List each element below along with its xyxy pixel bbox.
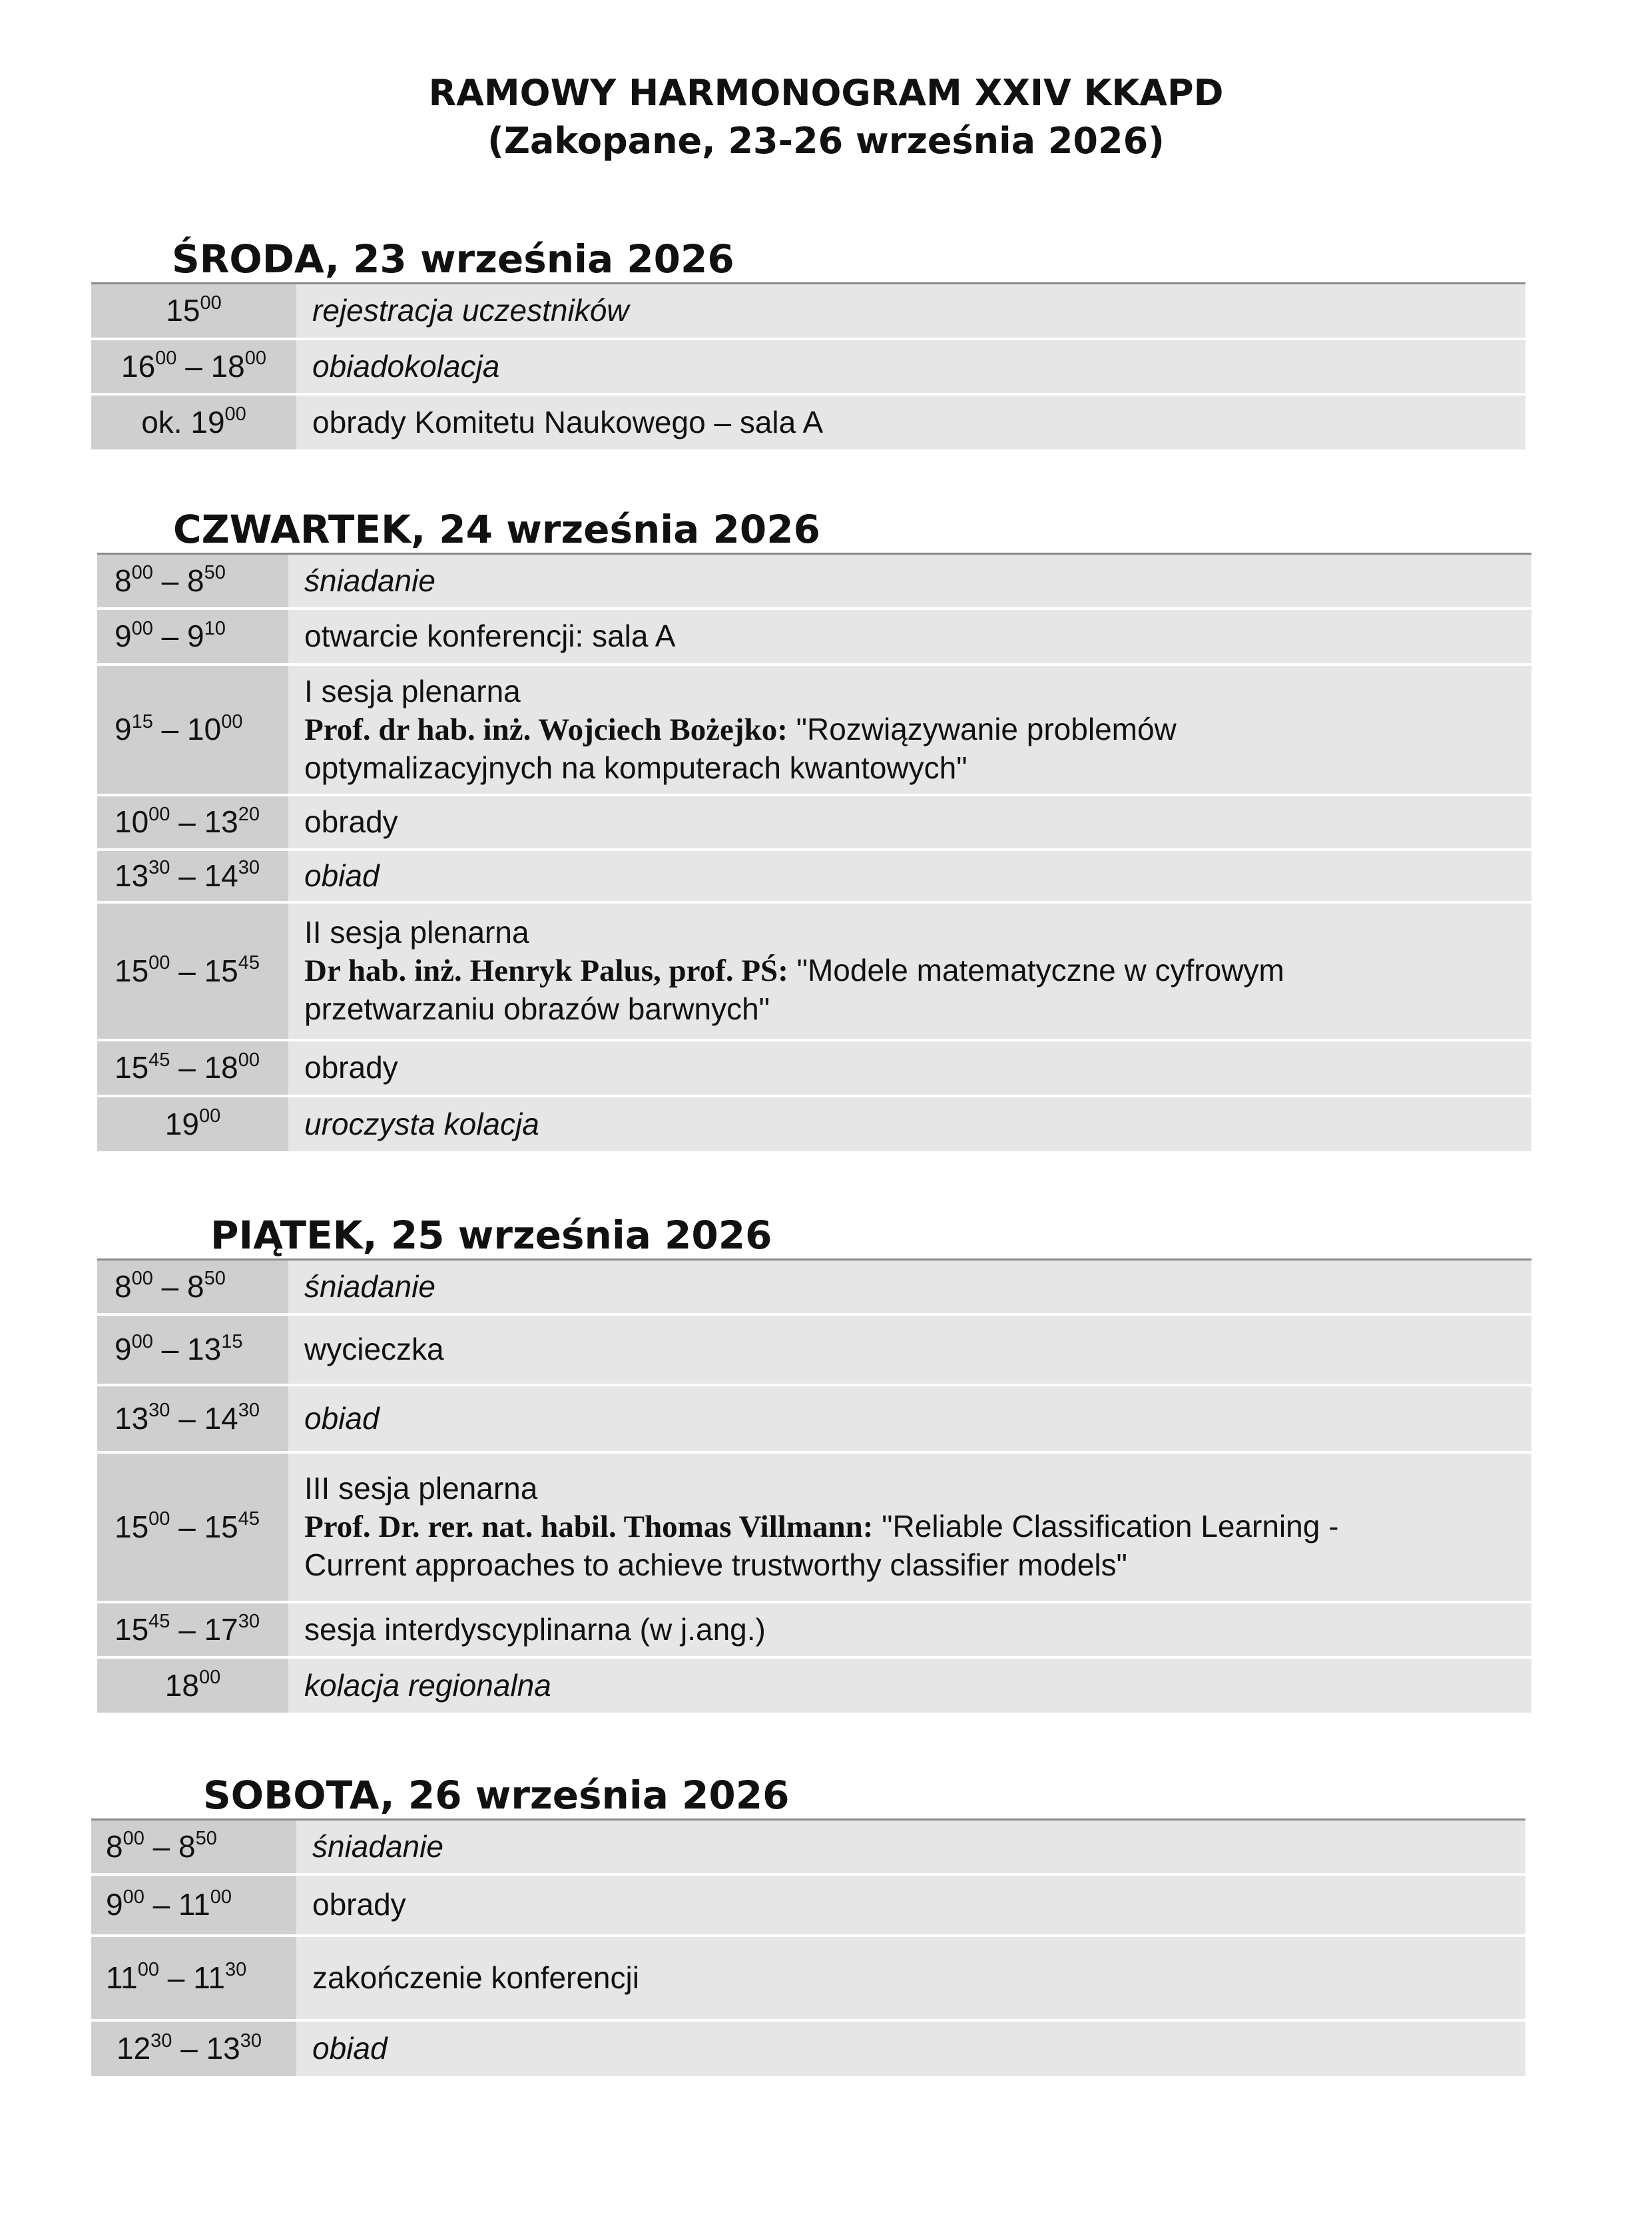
- schedule-table: [97, 553, 1531, 1151]
- table-row: [97, 1314, 1531, 1385]
- talk-line: [304, 710, 1531, 749]
- time-cell: $9^{15} - 10^{00}$: [97, 665, 288, 795]
- plenary-session-cell: [288, 665, 1531, 795]
- time-cell: $15^{00} - 15^{45}$: [97, 902, 288, 1040]
- time-cell: $13^{30} - 14^{30}$: [97, 1385, 288, 1452]
- time-cell: $13^{30} - 14^{30}$: [97, 850, 288, 902]
- activity-cell: śniadanie: [288, 554, 1531, 609]
- table-row: [97, 850, 1531, 902]
- activity-cell: rejestracja uczestników: [296, 284, 1525, 339]
- activity-cell: otwarcie konferencji: sala A: [288, 609, 1531, 665]
- activity-cell: obiad: [288, 1385, 1531, 1452]
- talk-line: [304, 952, 1531, 990]
- document-title: [0, 69, 1652, 165]
- title-line-1: RAMOWY HARMONOGRAM XXIV KKAPD: [428, 72, 1224, 114]
- table-row: [97, 1385, 1531, 1452]
- table-row: [91, 1820, 1525, 1874]
- time-cell: $10^{00} - 13^{20}$: [97, 795, 288, 850]
- session-title: II sesja plenarna: [304, 915, 529, 950]
- table-row: [97, 1260, 1531, 1314]
- session-title: III sesja plenarna: [304, 1471, 538, 1506]
- day-heading: PIĄTEK, 25 września 2026: [210, 1213, 772, 1258]
- activity-cell: zakończenie konferencji: [296, 1936, 1525, 2020]
- activity-cell: obrady: [288, 795, 1531, 850]
- time-cell: $9^{00} - 9^{10}$: [97, 609, 288, 665]
- table-row: [97, 1602, 1531, 1657]
- day-heading: CZWARTEK, 24 września 2026: [173, 507, 820, 552]
- table-row: [97, 665, 1531, 795]
- activity-cell: obiadokolacja: [296, 339, 1525, 394]
- talk-line: [304, 1508, 1531, 1546]
- talk-title: "Reliable Classification Learning -: [873, 1509, 1339, 1543]
- table-row: [91, 1874, 1525, 1936]
- schedule-table: [91, 1818, 1525, 2076]
- table-row: [97, 1657, 1531, 1713]
- talk-title-continued: przetwarzaniu obrazów barwnych": [304, 991, 770, 1026]
- activity-cell: kolacja regionalna: [288, 1657, 1531, 1713]
- schedule-table: [97, 1258, 1531, 1713]
- activity-cell: obiad: [296, 2020, 1525, 2076]
- plenary-session-cell: [288, 1452, 1531, 1602]
- day-section-wednesday: [91, 237, 1525, 449]
- activity-cell: obrady: [288, 1040, 1531, 1096]
- time-cell: $9^{00} - 13^{15}$: [97, 1314, 288, 1385]
- schedule-table: [91, 282, 1525, 449]
- day-heading: SOBOTA, 26 września 2026: [203, 1773, 790, 1818]
- activity-cell: obrady Komitetu Naukowego – sala A: [296, 394, 1525, 449]
- speaker-name: Prof. dr hab. inż. Wojciech Bożejko:: [304, 712, 788, 747]
- activity-cell: obiad: [288, 850, 1531, 902]
- time-cell: $15^{00} - 15^{45}$: [97, 1452, 288, 1602]
- time-cell: $18^{00}$: [97, 1657, 288, 1713]
- table-row: [91, 339, 1525, 394]
- talk-title-continued: optymalizacyjnych na komputerach kwantowych": [304, 750, 967, 785]
- activity-cell: śniadanie: [296, 1820, 1525, 1874]
- time-cell: $8^{00} - 8^{50}$: [97, 554, 288, 609]
- activity-cell: śniadanie: [288, 1260, 1531, 1314]
- talk-title: "Rozwiązywanie problemów: [787, 711, 1177, 746]
- time-cell: $8^{00} - 8^{50}$: [97, 1260, 288, 1314]
- time-cell: $15^{45} - 17^{30}$: [97, 1602, 288, 1657]
- time-cell: ok. $19^{00}$: [91, 394, 296, 449]
- activity-cell: wycieczka: [288, 1314, 1531, 1385]
- table-row: [91, 284, 1525, 339]
- activity-cell: uroczysta kolacja: [288, 1096, 1531, 1151]
- table-row: [91, 2020, 1525, 2076]
- day-heading: ŚRODA, 23 września 2026: [172, 236, 734, 282]
- speaker-name: Prof. Dr. rer. nat. habil. Thomas Villmann:: [304, 1510, 874, 1544]
- table-row: [97, 902, 1531, 1040]
- time-cell: $8^{00} - 8^{50}$: [91, 1820, 296, 1874]
- speaker-name: Dr hab. inż. Henryk Palus, prof. PŚ:: [304, 954, 788, 988]
- table-row: [97, 1452, 1531, 1602]
- time-cell: $15^{00}$: [91, 284, 296, 339]
- day-section-friday: [97, 1213, 1531, 1713]
- talk-title-continued: Current approaches to achieve trustworthy classifier models": [304, 1547, 1127, 1582]
- table-row: [97, 795, 1531, 850]
- time-cell: $15^{45} - 18^{00}$: [97, 1040, 288, 1096]
- time-cell: $12^{30} - 13^{30}$: [91, 2020, 296, 2076]
- table-row: [97, 609, 1531, 665]
- plenary-session-cell: [288, 902, 1531, 1040]
- table-row: [97, 1040, 1531, 1096]
- time-cell: $11^{00} - 11^{30}$: [91, 1936, 296, 2020]
- day-section-saturday: [91, 1773, 1525, 2076]
- session-title: I sesja plenarna: [304, 673, 521, 708]
- table-row: [97, 554, 1531, 609]
- time-cell: $19^{00}$: [97, 1096, 288, 1151]
- title-line-2: (Zakopane, 23-26 września 2026): [487, 120, 1165, 162]
- time-cell: $16^{00} - 18^{00}$: [91, 339, 296, 394]
- table-row: [91, 394, 1525, 449]
- table-row: [91, 1936, 1525, 2020]
- activity-cell: obrady: [296, 1874, 1525, 1936]
- table-row: [97, 1096, 1531, 1151]
- day-section-thursday: [97, 507, 1531, 1151]
- activity-cell: sesja interdyscyplinarna (w j.ang.): [288, 1602, 1531, 1657]
- time-cell: $9^{00} - 11^{00}$: [91, 1874, 296, 1936]
- talk-title: "Modele matematyczne w cyfrowym: [788, 953, 1284, 987]
